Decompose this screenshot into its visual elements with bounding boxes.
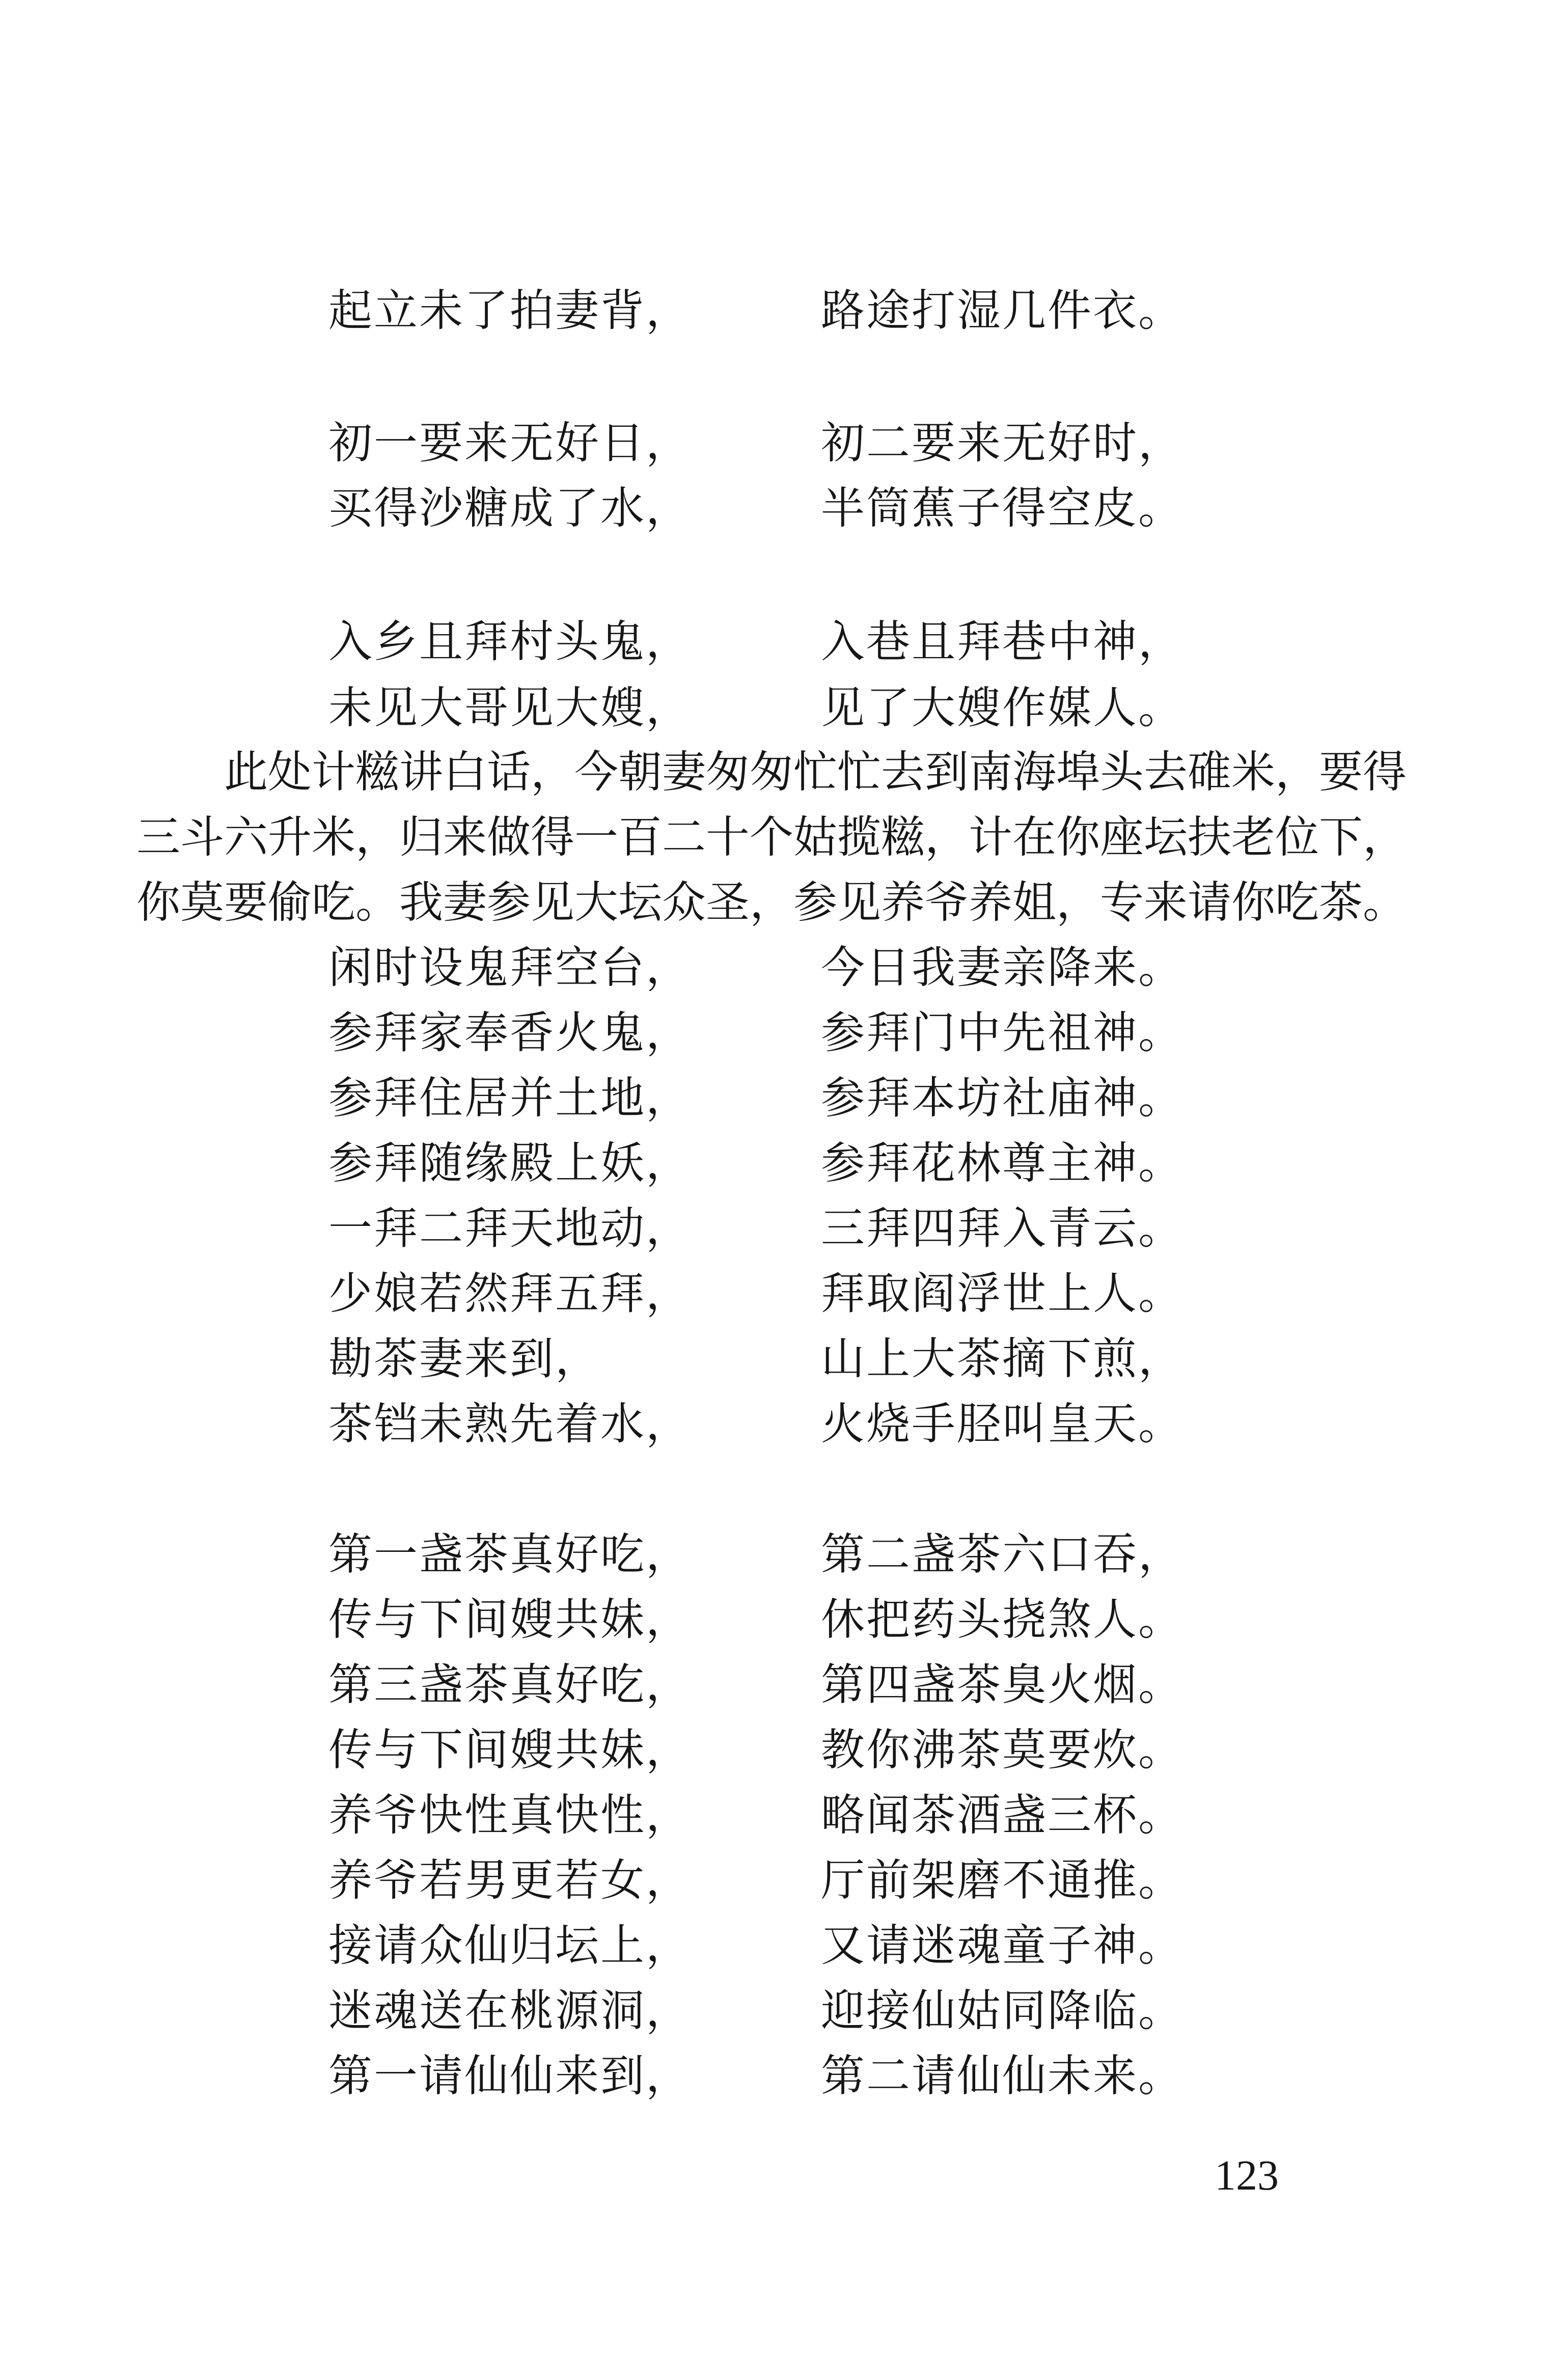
verse-right: 拜取阎浮世上人。 [821, 1268, 1184, 1319]
verse-right: 又请迷魂童子神。 [821, 1920, 1184, 1971]
verse-left: 一拜二拜天地动， [328, 1203, 691, 1254]
verse-right: 参拜本坊社庙神。 [821, 1073, 1184, 1124]
verse-right: 初二要来无好时， [821, 418, 1184, 469]
verse-right: 路途打湿几件衣。 [821, 285, 1184, 336]
verse-left: 养爷快性真快性， [328, 1790, 691, 1841]
verse-left: 参拜随缘殿上妖， [328, 1138, 691, 1189]
verse-left: 养爷若男更若女， [328, 1855, 691, 1906]
verse-left: 勘茶妻来到， [328, 1333, 600, 1384]
verse-right: 第二请仙仙未来。 [821, 2051, 1184, 2101]
verse-right: 第四盏茶臭火烟。 [821, 1659, 1184, 1710]
verse-right: 入巷且拜巷中神， [821, 616, 1184, 667]
verse-left: 参拜家奉香火鬼， [328, 1007, 691, 1058]
verse-left: 初一要来无好日， [328, 418, 691, 469]
verse-left: 闲时设鬼拜空台， [328, 942, 691, 993]
verse-left: 茶铛未熟先着水， [328, 1399, 691, 1450]
prose-line: 你莫要偷吃。我妻参见大坛众圣，参见养爷养姐，专来请你吃茶。 [136, 877, 1407, 928]
verse-right: 略闻茶酒盏三杯。 [821, 1790, 1184, 1841]
verse-right: 教你沸茶莫要炊。 [821, 1725, 1184, 1775]
verse-left: 第一盏茶真好吃， [328, 1529, 691, 1580]
verse-right: 第二盏茶六口吞， [821, 1529, 1184, 1580]
verse-right: 半筒蕉子得空皮。 [821, 483, 1184, 534]
prose-line: 此处计糍讲白话，今朝妻匆匆忙忙去到南海埠头去碓米，要得 [224, 747, 1407, 798]
verse-left: 传与下间嫂共妹， [328, 1594, 691, 1645]
verse-right: 厅前架磨不通推。 [821, 1855, 1184, 1906]
verse-left: 入乡且拜村头鬼， [328, 616, 691, 667]
verse-left: 传与下间嫂共妹， [328, 1725, 691, 1775]
verse-left: 接请众仙归坛上， [328, 1920, 691, 1971]
verse-left: 买得沙糖成了水， [328, 483, 691, 534]
verse-left: 未见大哥见大嫂， [328, 682, 691, 733]
verse-right: 休把药头挠煞人。 [821, 1594, 1184, 1645]
prose-line: 三斗六升米，归来做得一百二十个姑揽糍，计在你座坛扶老位下， [136, 812, 1407, 863]
verse-right: 参拜花林尊主神。 [821, 1138, 1184, 1189]
verse-right: 迎接仙姑同降临。 [821, 1985, 1184, 2036]
verse-right: 三拜四拜入青云。 [821, 1203, 1184, 1254]
verse-right: 火烧手胫叫皇天。 [821, 1399, 1184, 1450]
verse-left: 第一请仙仙来到， [328, 2051, 691, 2101]
verse-right: 今日我妻亲降来。 [821, 942, 1184, 993]
verse-right: 山上大茶摘下煎， [821, 1333, 1184, 1384]
verse-left: 第三盏茶真好吃， [328, 1659, 691, 1710]
verse-left: 迷魂送在桃源洞， [328, 1985, 691, 2036]
verse-right: 见了大嫂作媒人。 [821, 682, 1184, 733]
verse-left: 少娘若然拜五拜， [328, 1268, 691, 1319]
verse-right: 参拜门中先祖神。 [821, 1007, 1184, 1058]
verse-left: 参拜住居并土地， [328, 1073, 691, 1124]
verse-left: 起立未了拍妻背， [328, 285, 691, 336]
page-number: 123 [1215, 2152, 1279, 2199]
